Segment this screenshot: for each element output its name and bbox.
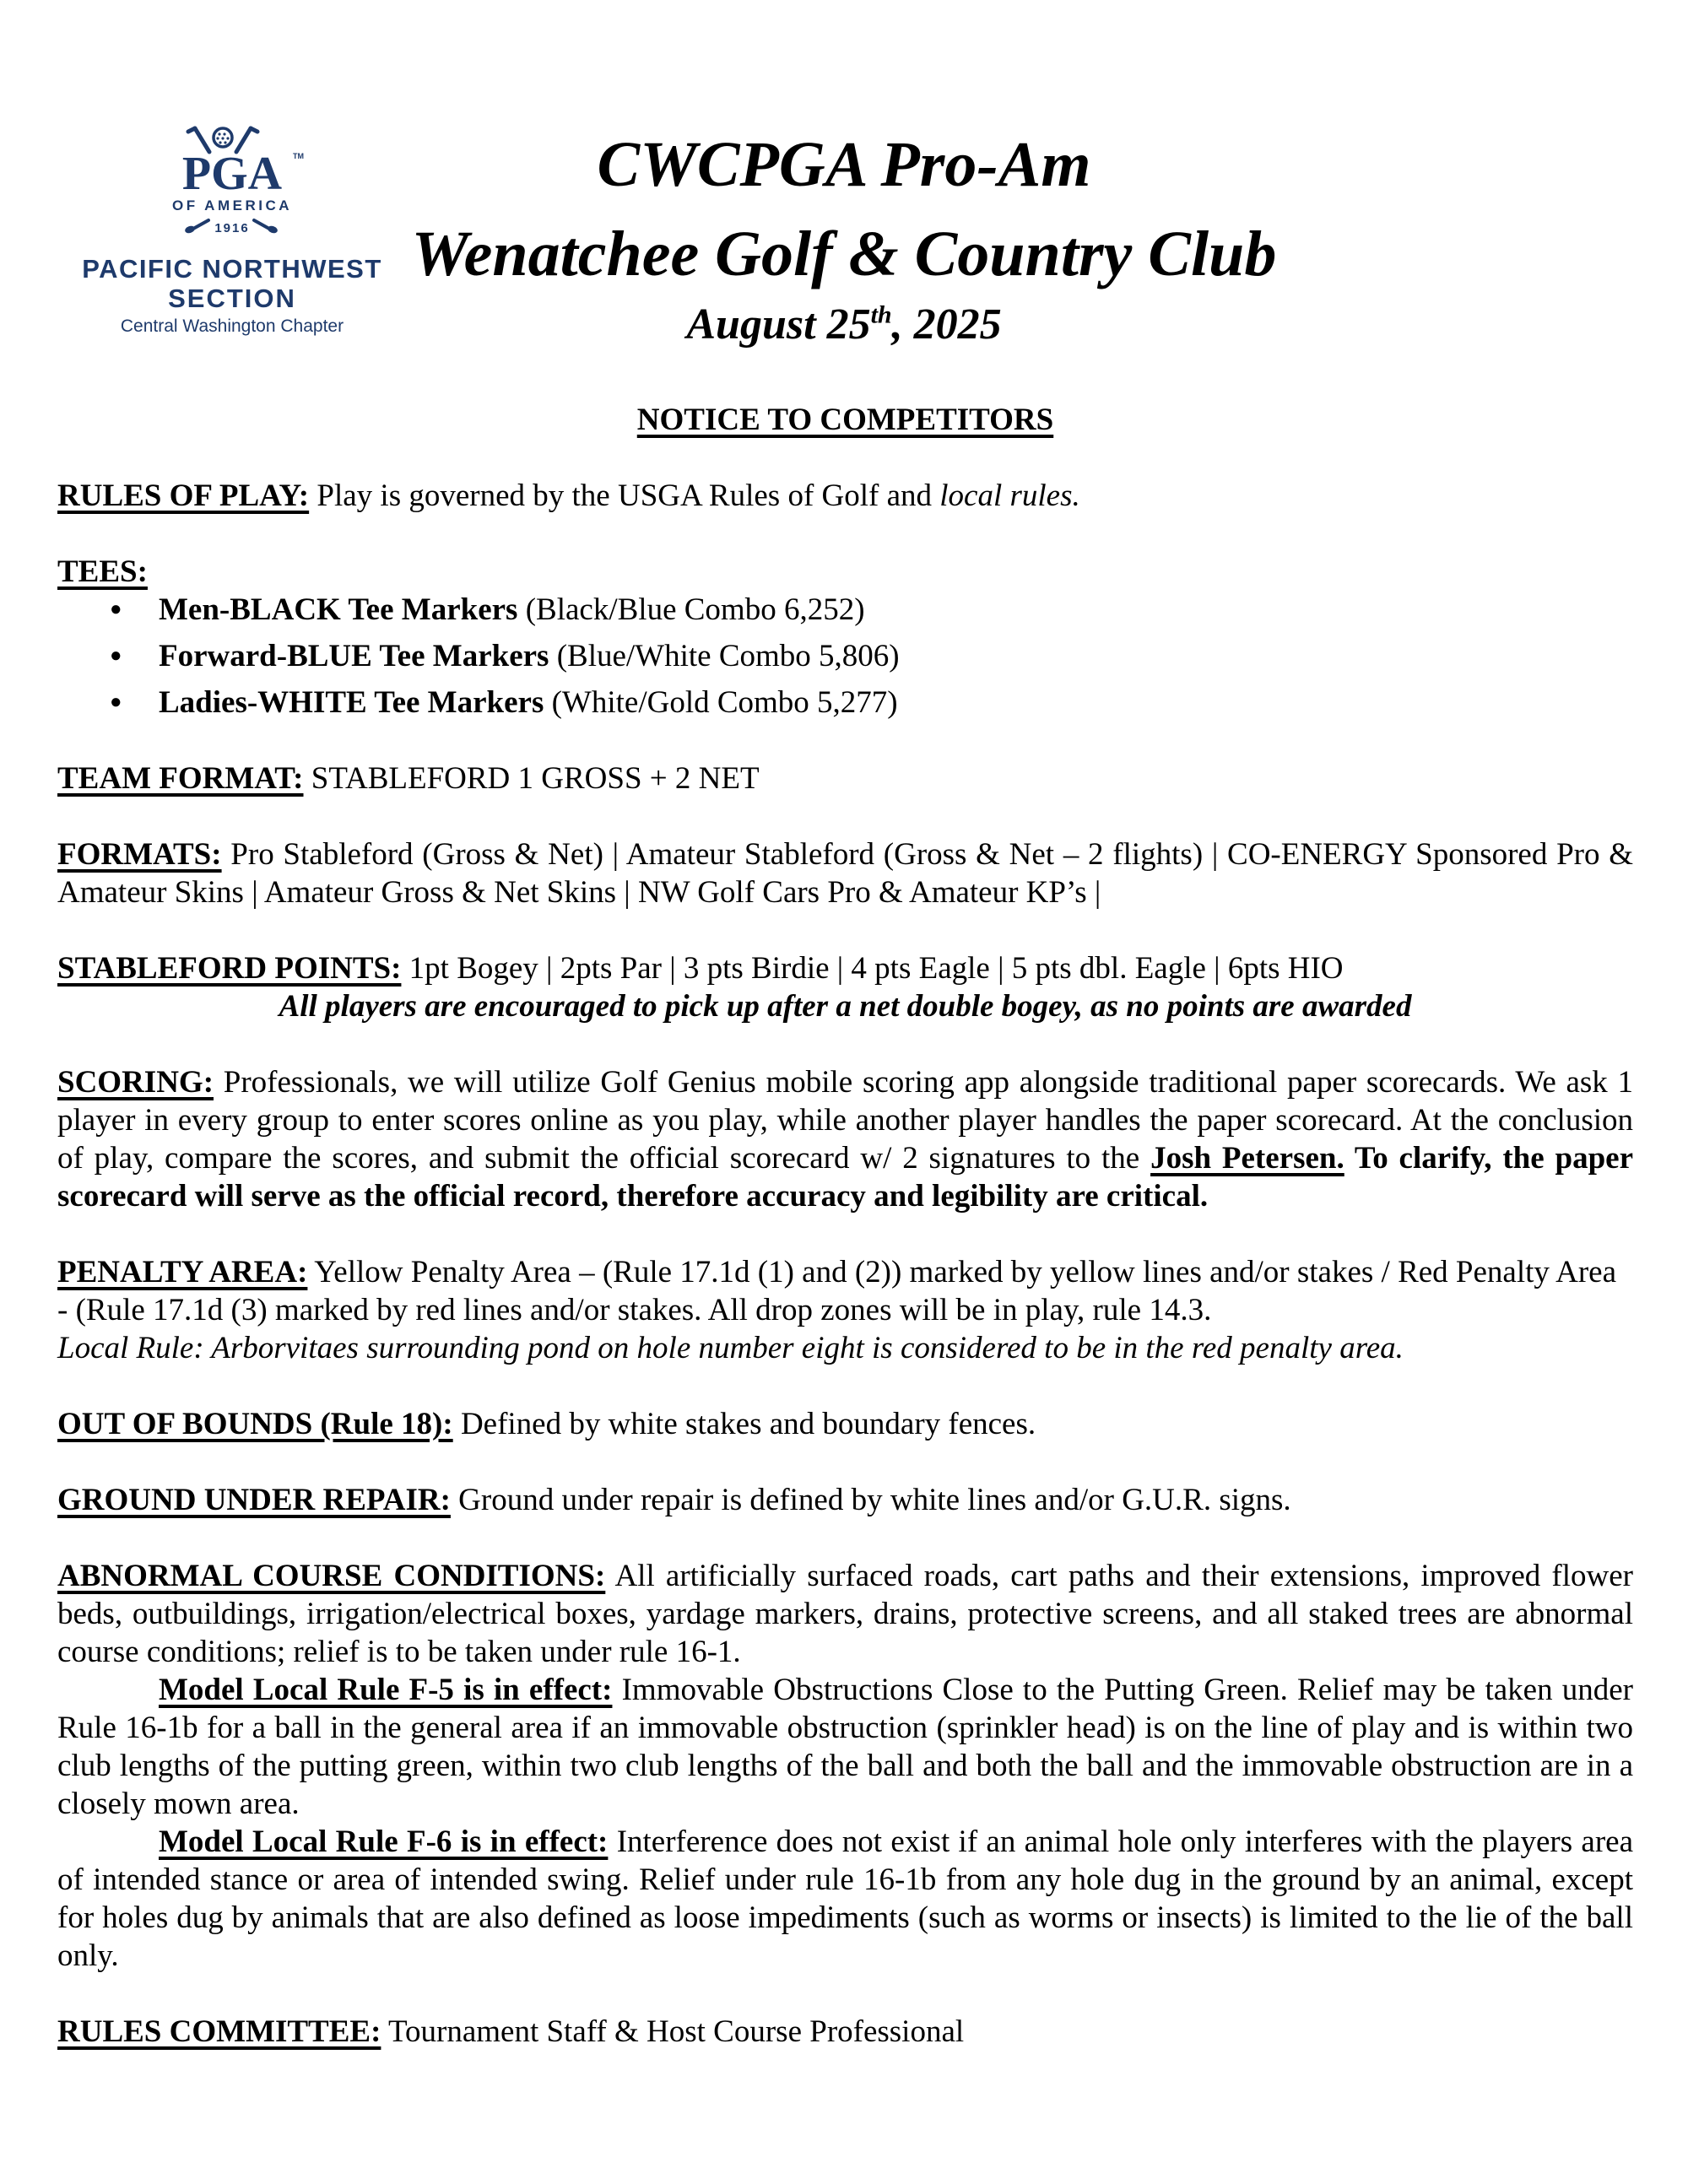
tees-label: TEES:	[57, 554, 148, 589]
section-rules-of-play	[57, 477, 1633, 515]
abnormal-conditions-text: All artificially surfaced roads, cart paths and their extensions, improved flower beds, outbuildings, irrigation/electrical boxes, yardage markers, drains, protective screens, and all staked trees are abnormal course conditions; relief is to be taken under rule 16-1.	[57, 1559, 1633, 1669]
section-rules-committee	[57, 2013, 1633, 2051]
formats-text: Pro Stableford (Gross & Net) | Amateur Stableford (Gross & Net – 2 flights) | CO-ENERGY Sponsored Pro & Amateur Skins | Amateur Gross & Net Skins | NW Golf Cars Pro & Amateur KP’s |	[57, 837, 1633, 910]
list-item	[57, 684, 1633, 722]
scoring-text: Professionals, we will utilize Golf Genius mobile scoring app alongside traditional paper scorecards. We ask 1 player in every group to enter scores online as you play, while another player handles the paper scorecard. At the conclusion of play, compare the scores, and submit the official scorecard w/ 2 signatures to the	[57, 1065, 1633, 1176]
tees-bullet-list	[57, 591, 1633, 722]
out-of-bounds-text: Defined by white stakes and boundary fences.	[452, 1407, 1036, 1441]
team-format-label: TEAM FORMAT:	[57, 761, 304, 796]
list-item	[57, 591, 1633, 629]
tee-item-text	[159, 637, 900, 675]
section-scoring	[57, 1063, 1633, 1215]
tee-item-text	[159, 684, 898, 722]
stableford-points-label: STABLEFORD POINTS:	[57, 951, 402, 986]
formats-label: FORMATS:	[57, 837, 222, 872]
tee-item-rest: (Blue/White Combo 5,806)	[549, 639, 900, 673]
tee-item-rest: (Black/Blue Combo 6,252)	[517, 592, 865, 627]
penalty-area-label: PENALTY AREA:	[57, 1255, 308, 1289]
ground-under-repair-text: Ground under repair is defined by white lines and/or G.U.R. signs.	[450, 1483, 1291, 1517]
notice-body	[0, 401, 1688, 2051]
model-local-rule-f5-label: Model Local Rule F-5 is in effect:	[159, 1673, 613, 1707]
rules-committee-text: Tournament Staff & Host Course Professional	[381, 2014, 965, 2049]
tee-item-bold: Ladies-WHITE Tee Markers	[159, 685, 544, 720]
venue-title: Wenatchee Golf & Country Club	[411, 219, 1277, 289]
logo-of-america-text: OF AMERICA	[171, 197, 293, 214]
penalty-area-text: Yellow Penalty Area – (Rule 17.1d (1) and (2)) marked by yellow lines and/or stakes / Red Penalty Area - (Rule 17.1d (3) marked by red lines and/or stakes. All drop zones will be in play, rule 14.3.	[57, 1255, 1616, 1327]
scoring-label: SCORING:	[57, 1065, 214, 1100]
section-model-local-rule-f6	[57, 1823, 1633, 1975]
section-tees-heading	[57, 553, 1633, 591]
event-date-prefix: August 25	[686, 300, 871, 349]
scoring-emphasis: Josh Petersen.	[1150, 1141, 1344, 1176]
model-local-rule-f5-text: Immovable Obstructions Close to the Putting Green. Relief may be taken under Rule 16-1b for a ball in the general area if an immovable obstruction (sprinkler head) is on the line of play and is within two club lengths of the putting green, within two club lengths of the ball and both the ball and the immovable obstruction are in a closely mown area.	[57, 1673, 1633, 1821]
logo-trademark-text: TM	[293, 152, 304, 160]
team-format-text: STABLEFORD 1 GROSS + 2 NET	[303, 761, 760, 796]
section-out-of-bounds	[57, 1405, 1633, 1443]
penalty-area-local-rule: Local Rule: Arborvitaes surrounding pond on hole number eight is considered to be in the red penalty area.	[57, 1331, 1404, 1365]
section-abnormal-conditions	[57, 1557, 1633, 1671]
stableford-note: All players are encouraged to pick up after a net double bogey, as no points are awarded	[279, 989, 1412, 1024]
event-date-suffix: , 2025	[891, 300, 1002, 349]
pga-logo	[80, 125, 384, 336]
section-formats	[57, 835, 1633, 911]
bullet-icon: ●	[110, 691, 122, 713]
logo-chapter-text: Central Washington Chapter	[120, 316, 344, 336]
tee-item-bold: Forward-BLUE Tee Markers	[159, 639, 549, 673]
model-local-rule-f6-text: Interference does not exist if an animal hole only interferes with the players area of intended stance or area of intended swing. Relief under rule 16-1b from any hole dug in the ground by an animal, except for holes dug by animals that are also defined as loose impediments (such as worms or insects) is limited to the lie of the ball only.	[57, 1825, 1634, 1973]
section-ground-under-repair	[57, 1481, 1633, 1519]
event-date-ordinal: th	[870, 300, 892, 329]
logo-year-text: 1916	[214, 221, 250, 235]
document-header	[0, 0, 1688, 349]
logo-org-text: PGA	[181, 148, 283, 200]
tee-item-text	[159, 591, 865, 629]
logo-section-line2-text: SECTION	[168, 284, 296, 313]
tee-item-bold: Men-BLACK Tee Markers	[159, 592, 518, 627]
bullet-icon: ●	[110, 645, 122, 667]
section-stableford-points	[57, 949, 1633, 987]
bullet-icon: ●	[110, 598, 122, 620]
rules-of-play-italic: local rules.	[939, 478, 1080, 513]
rules-of-play-text: Play is governed by the USGA Rules of Golf and	[309, 478, 940, 513]
event-title: CWCPGA Pro-Am	[597, 129, 1091, 200]
notice-heading	[57, 401, 1633, 439]
section-penalty-area	[57, 1253, 1633, 1329]
section-team-format	[57, 760, 1633, 797]
scoring-bold-tail: To clarify, the paper scorecard will serve as the official record, therefore accuracy and legibility are critical.	[57, 1141, 1633, 1214]
model-local-rule-f6-label: Model Local Rule F-6 is in effect:	[159, 1825, 609, 1859]
golf-ball-icon	[214, 128, 232, 147]
abnormal-conditions-label: ABNORMAL COURSE CONDITIONS:	[57, 1559, 606, 1593]
tee-item-rest: (White/Gold Combo 5,277)	[544, 685, 898, 720]
logo-section-line1-text: PACIFIC NORTHWEST	[82, 254, 382, 284]
rules-of-play-label: RULES OF PLAY:	[57, 478, 310, 513]
section-model-local-rule-f5	[57, 1671, 1633, 1823]
out-of-bounds-label: OUT OF BOUNDS (Rule 18):	[57, 1407, 453, 1441]
notice-heading-text: NOTICE TO COMPETITORS	[636, 403, 1054, 437]
list-item	[57, 637, 1633, 675]
rules-committee-label: RULES COMMITTEE:	[57, 2014, 381, 2049]
ground-under-repair-label: GROUND UNDER REPAIR:	[57, 1483, 451, 1517]
stableford-points-text: 1pt Bogey | 2pts Par | 3 pts Birdie | 4 pts Eagle | 5 pts dbl. Eagle | 6pts HIO	[401, 951, 1344, 986]
